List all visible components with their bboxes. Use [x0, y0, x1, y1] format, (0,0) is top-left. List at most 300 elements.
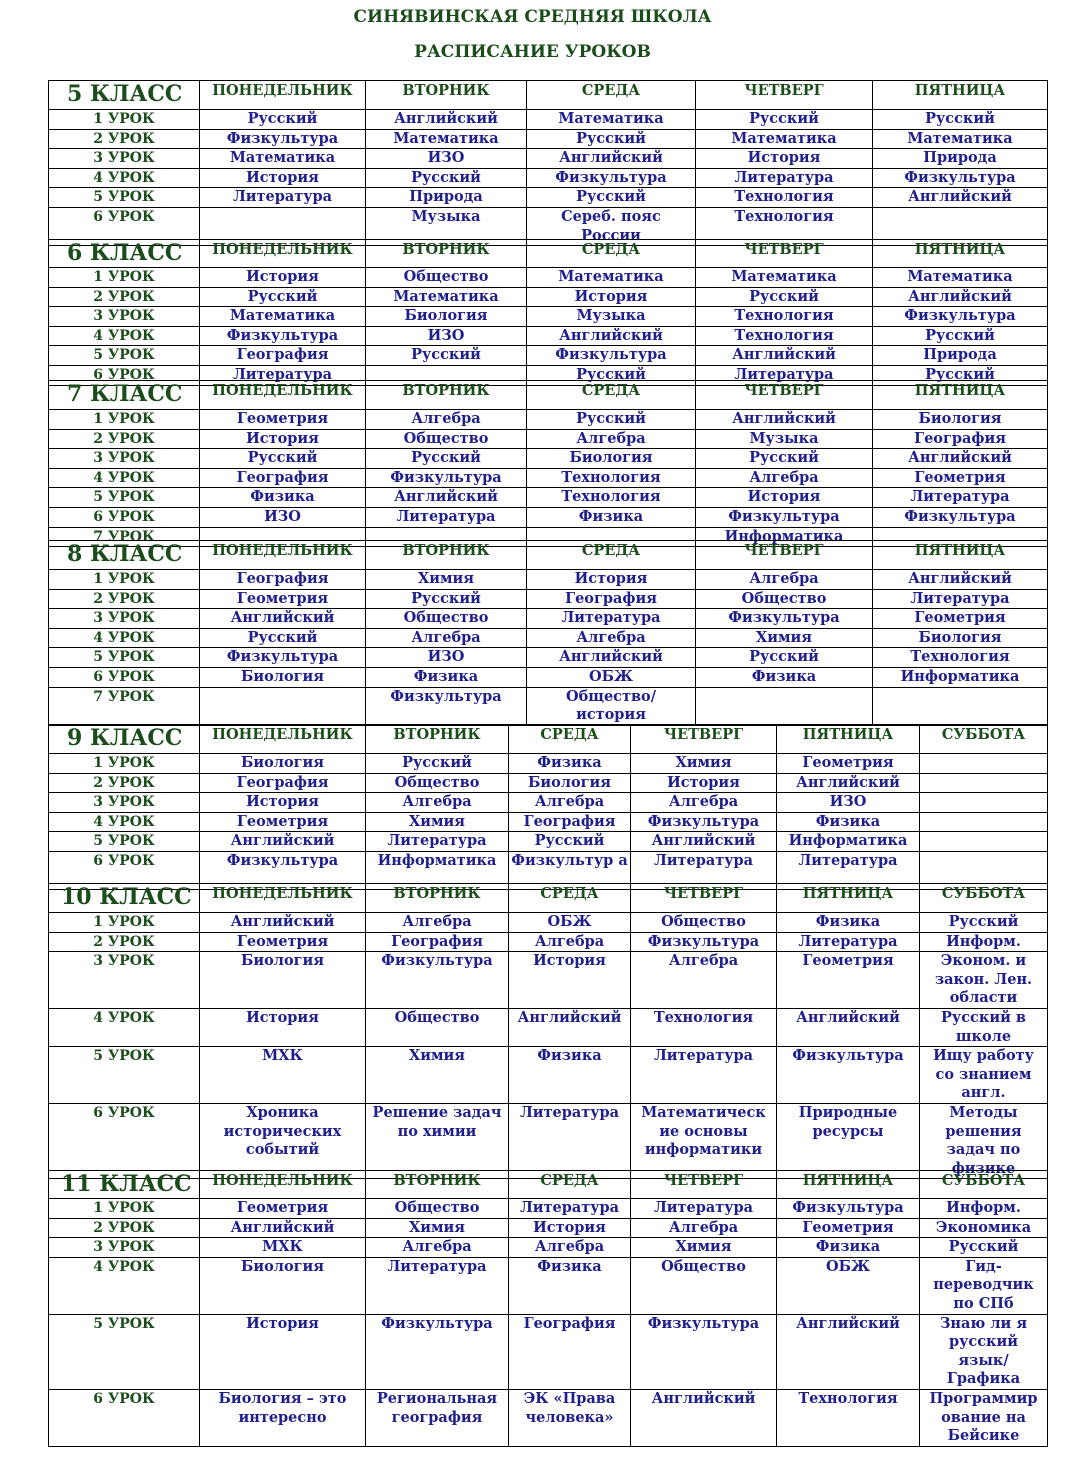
- class-schedule-table: [48, 239, 1048, 386]
- subject-cell: Английский: [631, 832, 777, 852]
- subject-cell: Английский: [200, 609, 366, 629]
- subject-cell: Экономика: [920, 1218, 1048, 1238]
- subject-cell: Биология: [873, 628, 1048, 648]
- lesson-number: 1 УРОК: [49, 570, 200, 590]
- lesson-row: [49, 507, 1048, 527]
- subject-cell: Русский: [527, 410, 696, 430]
- lesson-number: 3 УРОК: [49, 149, 200, 169]
- subject-cell: ОБЖ: [777, 1257, 920, 1314]
- lesson-number: 7 УРОК: [49, 687, 200, 725]
- lesson-row: [49, 346, 1048, 366]
- lesson-row: [49, 1257, 1048, 1314]
- day-header: ВТОРНИК: [366, 725, 509, 754]
- lesson-number: 2 УРОК: [49, 932, 200, 952]
- lesson-row: [49, 570, 1048, 590]
- subject-cell: Информ.: [920, 1199, 1048, 1219]
- subject-cell: Русский: [366, 346, 527, 366]
- subject-cell: ОБЖ: [509, 913, 631, 933]
- lesson-number: 1 УРОК: [49, 1199, 200, 1219]
- lesson-row: [49, 812, 1048, 832]
- subject-cell: Физика: [509, 754, 631, 774]
- day-header: ПОНЕДЕЛЬНИК: [200, 1171, 366, 1199]
- lesson-number: 6 УРОК: [49, 667, 200, 687]
- lesson-row: [49, 952, 1048, 1009]
- day-header: ПОНЕДЕЛЬНИК: [200, 381, 366, 410]
- subject-cell: Литература: [873, 589, 1048, 609]
- subject-cell: География: [200, 346, 366, 366]
- subject-cell: [920, 832, 1048, 852]
- subject-cell: Биология: [200, 1257, 366, 1314]
- subject-cell: Русский: [366, 754, 509, 774]
- subject-cell: Сереб. пояс России: [527, 207, 696, 245]
- subject-cell: Английский: [777, 1314, 920, 1389]
- subject-cell: Английский: [696, 410, 873, 430]
- subject-cell: Русский: [527, 365, 696, 385]
- lesson-number: 3 УРОК: [49, 449, 200, 469]
- subject-cell: Физкультура: [777, 1199, 920, 1219]
- subject-cell: Технология: [696, 207, 873, 245]
- class-name: 7 КЛАСС: [49, 381, 200, 410]
- subject-cell: [200, 687, 366, 725]
- lesson-number: 6 УРОК: [49, 507, 200, 527]
- subject-cell: Геометрия: [200, 410, 366, 430]
- lesson-row: [49, 1103, 1048, 1178]
- subject-cell: Алгебра: [509, 793, 631, 813]
- lesson-number: 7 УРОК: [49, 527, 200, 547]
- day-header: СУББОТА: [920, 725, 1048, 754]
- lesson-row: [49, 913, 1048, 933]
- day-header: ПЯТНИЦА: [777, 884, 920, 913]
- subject-cell: История: [200, 793, 366, 813]
- subject-cell: [873, 687, 1048, 725]
- subject-cell: Алгебра: [366, 628, 527, 648]
- subject-cell: Математика: [873, 129, 1048, 149]
- lesson-row: [49, 1047, 1048, 1104]
- lesson-number: 4 УРОК: [49, 1257, 200, 1314]
- subject-cell: Музыка: [696, 429, 873, 449]
- lesson-number: 1 УРОК: [49, 754, 200, 774]
- lesson-number: 4 УРОК: [49, 326, 200, 346]
- subject-cell: Физкультура: [200, 326, 366, 346]
- lesson-number: 2 УРОК: [49, 589, 200, 609]
- subject-cell: История: [200, 268, 366, 288]
- day-header: ПЯТНИЦА: [777, 1171, 920, 1199]
- subject-cell: Английский: [696, 346, 873, 366]
- subject-cell: Гид-переводчик по СПб: [920, 1257, 1048, 1314]
- lesson-number: 3 УРОК: [49, 952, 200, 1009]
- subject-cell: Геометрия: [777, 952, 920, 1009]
- lesson-number: 2 УРОК: [49, 429, 200, 449]
- subject-cell: Английский: [873, 287, 1048, 307]
- day-header: ЧЕТВЕРГ: [631, 884, 777, 913]
- day-header: ЧЕТВЕРГ: [631, 725, 777, 754]
- lesson-number: 5 УРОК: [49, 188, 200, 208]
- subject-cell: История: [696, 149, 873, 169]
- subject-cell: Математика: [696, 268, 873, 288]
- lesson-row: [49, 307, 1048, 327]
- subject-cell: [920, 773, 1048, 793]
- lesson-row: [49, 188, 1048, 208]
- subject-cell: МХК: [200, 1047, 366, 1104]
- subject-cell: Геометрия: [200, 589, 366, 609]
- subject-cell: Русский: [696, 287, 873, 307]
- subject-cell: Биология: [873, 410, 1048, 430]
- subject-cell: Английский: [509, 1008, 631, 1046]
- class-name: 10 КЛАСС: [49, 884, 200, 913]
- lesson-row: [49, 1199, 1048, 1219]
- day-header: ПЯТНИЦА: [873, 240, 1048, 268]
- subject-cell: Технология: [527, 488, 696, 508]
- subject-cell: Литература: [366, 507, 527, 527]
- lesson-number: 6 УРОК: [49, 1103, 200, 1178]
- subject-cell: Литература: [777, 932, 920, 952]
- subject-cell: Музыка: [366, 207, 527, 245]
- class-schedule-table: [48, 540, 1048, 726]
- lesson-row: [49, 168, 1048, 188]
- subject-cell: [920, 793, 1048, 813]
- subject-cell: География: [509, 1314, 631, 1389]
- class-schedule-table: [48, 80, 1048, 246]
- subject-cell: Литература: [527, 609, 696, 629]
- subject-cell: Геометрия: [200, 812, 366, 832]
- day-header: ПОНЕДЕЛЬНИК: [200, 884, 366, 913]
- lesson-row: [49, 1218, 1048, 1238]
- subject-cell: География: [200, 468, 366, 488]
- subject-cell: География: [873, 429, 1048, 449]
- lesson-row: [49, 648, 1048, 668]
- lesson-row: [49, 287, 1048, 307]
- class-schedule-table: [48, 883, 1048, 1179]
- schedule-title: РАСПИСАНИЕ УРОКОВ: [414, 42, 651, 62]
- subject-cell: Русский: [366, 449, 527, 469]
- day-header: ЧЕТВЕРГ: [696, 81, 873, 110]
- subject-cell: Физкультура: [631, 1314, 777, 1389]
- class-name: 9 КЛАСС: [49, 725, 200, 754]
- subject-cell: Физика: [777, 913, 920, 933]
- day-header: СРЕДА: [509, 884, 631, 913]
- subject-cell: Геометрия: [873, 468, 1048, 488]
- subject-cell: ИЗО: [366, 149, 527, 169]
- subject-cell: Английский: [527, 149, 696, 169]
- lesson-number: 1 УРОК: [49, 268, 200, 288]
- subject-cell: Физкультура: [631, 812, 777, 832]
- subject-cell: Информ.: [920, 932, 1048, 952]
- lesson-number: 4 УРОК: [49, 812, 200, 832]
- class-name: 8 КЛАСС: [49, 541, 200, 570]
- subject-cell: Английский: [873, 570, 1048, 590]
- subject-cell: Химия: [631, 1238, 777, 1258]
- subject-cell: Физкультура: [366, 468, 527, 488]
- class-schedule-table: [48, 724, 1048, 890]
- subject-cell: Технология: [696, 188, 873, 208]
- subject-cell: Химия: [366, 1047, 509, 1104]
- lesson-number: 5 УРОК: [49, 346, 200, 366]
- subject-cell: Технология: [527, 468, 696, 488]
- subject-cell: Физкультура: [631, 932, 777, 952]
- subject-cell: Литература: [200, 365, 366, 385]
- subject-cell: Английский: [200, 913, 366, 933]
- subject-cell: Алгебра: [509, 932, 631, 952]
- day-header: ВТОРНИК: [366, 381, 527, 410]
- subject-cell: География: [200, 773, 366, 793]
- subject-cell: Химия: [696, 628, 873, 648]
- subject-cell: Физика: [777, 1238, 920, 1258]
- day-header: ВТОРНИК: [366, 1171, 509, 1199]
- day-header: ВТОРНИК: [366, 541, 527, 570]
- subject-cell: Геометрия: [777, 1218, 920, 1238]
- subject-cell: Биология: [366, 307, 527, 327]
- subject-cell: Литература: [873, 488, 1048, 508]
- subject-cell: Английский: [873, 188, 1048, 208]
- subject-cell: Алгебра: [527, 429, 696, 449]
- subject-cell: Ищу работу со знанием англ.: [920, 1047, 1048, 1104]
- subject-cell: Общество: [366, 429, 527, 449]
- subject-cell: Общество: [366, 1008, 509, 1046]
- subject-cell: История: [200, 1314, 366, 1389]
- subject-cell: Физкультура: [777, 1047, 920, 1104]
- subject-cell: Общество/ история: [527, 687, 696, 725]
- subject-cell: Русский: [527, 129, 696, 149]
- subject-cell: Физика: [509, 1047, 631, 1104]
- subject-cell: Русский: [873, 326, 1048, 346]
- lesson-number: 6 УРОК: [49, 207, 200, 245]
- subject-cell: ИЗО: [200, 507, 366, 527]
- subject-cell: Физика: [509, 1257, 631, 1314]
- subject-cell: Английский: [527, 326, 696, 346]
- lesson-row: [49, 449, 1048, 469]
- subject-cell: Технология: [873, 648, 1048, 668]
- subject-cell: Химия: [366, 1218, 509, 1238]
- day-header: ПОНЕДЕЛЬНИК: [200, 541, 366, 570]
- lesson-number: 5 УРОК: [49, 832, 200, 852]
- day-header: СУББОТА: [920, 884, 1048, 913]
- subject-cell: МХК: [200, 1238, 366, 1258]
- subject-cell: География: [509, 812, 631, 832]
- subject-cell: Геометрия: [200, 932, 366, 952]
- subject-cell: Геометрия: [873, 609, 1048, 629]
- subject-cell: Математика: [696, 129, 873, 149]
- lesson-number: 4 УРОК: [49, 628, 200, 648]
- lesson-number: 5 УРОК: [49, 1047, 200, 1104]
- lesson-row: [49, 832, 1048, 852]
- day-header: ПОНЕДЕЛЬНИК: [200, 81, 366, 110]
- subject-cell: Алгебра: [509, 1238, 631, 1258]
- subject-cell: Английский: [631, 1389, 777, 1446]
- subject-cell: Биология: [200, 754, 366, 774]
- subject-cell: Физика: [366, 667, 527, 687]
- subject-cell: Русский: [696, 449, 873, 469]
- subject-cell: Технология: [696, 326, 873, 346]
- subject-cell: Общество: [631, 1257, 777, 1314]
- lesson-row: [49, 129, 1048, 149]
- subject-cell: Методы решения задач по физике: [920, 1103, 1048, 1178]
- subject-cell: Алгебра: [631, 952, 777, 1009]
- day-header: ПЯТНИЦА: [873, 541, 1048, 570]
- subject-cell: Литература: [696, 365, 873, 385]
- subject-cell: Математика: [527, 268, 696, 288]
- subject-cell: Английский: [873, 449, 1048, 469]
- subject-cell: Алгебра: [631, 793, 777, 813]
- class-name: 11 КЛАСС: [49, 1171, 200, 1199]
- subject-cell: Литература: [631, 1199, 777, 1219]
- subject-cell: Литература: [631, 1047, 777, 1104]
- day-header: СРЕДА: [527, 81, 696, 110]
- subject-cell: Физкультура: [527, 168, 696, 188]
- subject-cell: Физкультура: [366, 687, 527, 725]
- lesson-number: 2 УРОК: [49, 287, 200, 307]
- subject-cell: Геометрия: [777, 754, 920, 774]
- subject-cell: Общество: [366, 609, 527, 629]
- lesson-row: [49, 1314, 1048, 1389]
- day-header: ПОНЕДЕЛЬНИК: [200, 240, 366, 268]
- lesson-number: 3 УРОК: [49, 793, 200, 813]
- subject-cell: Физкультура: [696, 507, 873, 527]
- subject-cell: Биология: [509, 773, 631, 793]
- lesson-number: 5 УРОК: [49, 488, 200, 508]
- subject-cell: Литература: [696, 168, 873, 188]
- subject-cell: Математика: [366, 287, 527, 307]
- subject-cell: Русский в школе: [920, 1008, 1048, 1046]
- subject-cell: Алгебра: [527, 628, 696, 648]
- lesson-number: 4 УРОК: [49, 168, 200, 188]
- subject-cell: Физкультура: [200, 129, 366, 149]
- subject-cell: География: [366, 932, 509, 952]
- lesson-number: 6 УРОК: [49, 851, 200, 889]
- subject-cell: Природа: [873, 149, 1048, 169]
- subject-cell: Математика: [366, 129, 527, 149]
- subject-cell: Геометрия: [200, 1199, 366, 1219]
- lesson-row: [49, 268, 1048, 288]
- lesson-number: 5 УРОК: [49, 1314, 200, 1389]
- subject-cell: История: [509, 1218, 631, 1238]
- lesson-row: [49, 410, 1048, 430]
- lesson-row: [49, 110, 1048, 130]
- subject-cell: Русский: [509, 832, 631, 852]
- subject-cell: Информатика: [696, 527, 873, 547]
- day-header: СРЕДА: [527, 541, 696, 570]
- subject-cell: История: [527, 570, 696, 590]
- subject-cell: Программир ование на Бейсике: [920, 1389, 1048, 1446]
- subject-cell: Английский: [366, 488, 527, 508]
- subject-cell: Химия: [366, 812, 509, 832]
- subject-cell: ОБЖ: [527, 667, 696, 687]
- lesson-number: 5 УРОК: [49, 648, 200, 668]
- subject-cell: Русский: [366, 589, 527, 609]
- subject-cell: Русский: [920, 1238, 1048, 1258]
- subject-cell: История: [200, 168, 366, 188]
- subject-cell: Алгебра: [631, 1218, 777, 1238]
- day-header: ВТОРНИК: [366, 884, 509, 913]
- subject-cell: Английский: [366, 110, 527, 130]
- subject-cell: Английский: [527, 648, 696, 668]
- subject-cell: Русский: [200, 110, 366, 130]
- lesson-number: 3 УРОК: [49, 1238, 200, 1258]
- subject-cell: История: [200, 1008, 366, 1046]
- subject-cell: Русский: [366, 168, 527, 188]
- subject-cell: Технология: [631, 1008, 777, 1046]
- lesson-row: [49, 1008, 1048, 1046]
- subject-cell: История: [696, 488, 873, 508]
- subject-cell: Общество: [366, 1199, 509, 1219]
- day-header: СРЕДА: [509, 1171, 631, 1199]
- subject-cell: Английский: [777, 773, 920, 793]
- subject-cell: Физкультура: [527, 346, 696, 366]
- subject-cell: Алгебра: [696, 468, 873, 488]
- lesson-row: [49, 149, 1048, 169]
- subject-cell: Биология: [527, 449, 696, 469]
- day-header: ЧЕТВЕРГ: [631, 1171, 777, 1199]
- class-schedule-table: [48, 380, 1048, 547]
- lesson-row: [49, 773, 1048, 793]
- subject-cell: Алгебра: [366, 913, 509, 933]
- subject-cell: Алгебра: [366, 793, 509, 813]
- subject-cell: Физкультура: [366, 1314, 509, 1389]
- subject-cell: Математика: [200, 149, 366, 169]
- subject-cell: История: [200, 429, 366, 449]
- subject-cell: Технология: [777, 1389, 920, 1446]
- subject-cell: Эконом. и закон. Лен. области: [920, 952, 1048, 1009]
- subject-cell: Химия: [631, 754, 777, 774]
- school-title: СИНЯВИНСКАЯ СРЕДНЯЯ ШКОЛА: [353, 7, 712, 27]
- subject-cell: [696, 687, 873, 725]
- lesson-number: 2 УРОК: [49, 1218, 200, 1238]
- subject-cell: Русский: [873, 365, 1048, 385]
- subject-cell: История: [631, 773, 777, 793]
- class-name: 6 КЛАСС: [49, 240, 200, 268]
- subject-cell: Общество: [366, 268, 527, 288]
- lesson-number: 2 УРОК: [49, 773, 200, 793]
- subject-cell: Физика: [527, 507, 696, 527]
- subject-cell: Общество: [366, 773, 509, 793]
- subject-cell: Физика: [696, 667, 873, 687]
- subject-cell: Физкультур а: [509, 851, 631, 889]
- day-header: ПЯТНИЦА: [873, 381, 1048, 410]
- subject-cell: Английский: [200, 832, 366, 852]
- day-header: ПЯТНИЦА: [873, 81, 1048, 110]
- lesson-row: [49, 609, 1048, 629]
- subject-cell: Русский: [873, 110, 1048, 130]
- subject-cell: История: [527, 287, 696, 307]
- subject-cell: Информатика: [873, 667, 1048, 687]
- subject-cell: Математическ ие основы информатики: [631, 1103, 777, 1178]
- subject-cell: Физкультура: [200, 851, 366, 889]
- lesson-row: [49, 687, 1048, 725]
- subject-cell: Физкультура: [873, 168, 1048, 188]
- subject-cell: География: [200, 570, 366, 590]
- subject-cell: Физика: [200, 488, 366, 508]
- subject-cell: История: [509, 952, 631, 1009]
- subject-cell: Решение задач по химии: [366, 1103, 509, 1178]
- lesson-number: 4 УРОК: [49, 1008, 200, 1046]
- day-header: ВТОРНИК: [366, 240, 527, 268]
- subject-cell: Русский: [527, 188, 696, 208]
- lesson-row: [49, 326, 1048, 346]
- subject-cell: Литература: [200, 188, 366, 208]
- lesson-number: 6 УРОК: [49, 1389, 200, 1446]
- subject-cell: Литература: [509, 1199, 631, 1219]
- subject-cell: Природа: [366, 188, 527, 208]
- subject-cell: Физика: [777, 812, 920, 832]
- lesson-number: 1 УРОК: [49, 110, 200, 130]
- lesson-row: [49, 932, 1048, 952]
- subject-cell: Литература: [509, 1103, 631, 1178]
- day-header: ВТОРНИК: [366, 81, 527, 110]
- day-header: ЧЕТВЕРГ: [696, 541, 873, 570]
- subject-cell: Технология: [696, 307, 873, 327]
- subject-cell: Природные ресурсы: [777, 1103, 920, 1178]
- lesson-number: 3 УРОК: [49, 609, 200, 629]
- class-schedule-table: [48, 1170, 1048, 1447]
